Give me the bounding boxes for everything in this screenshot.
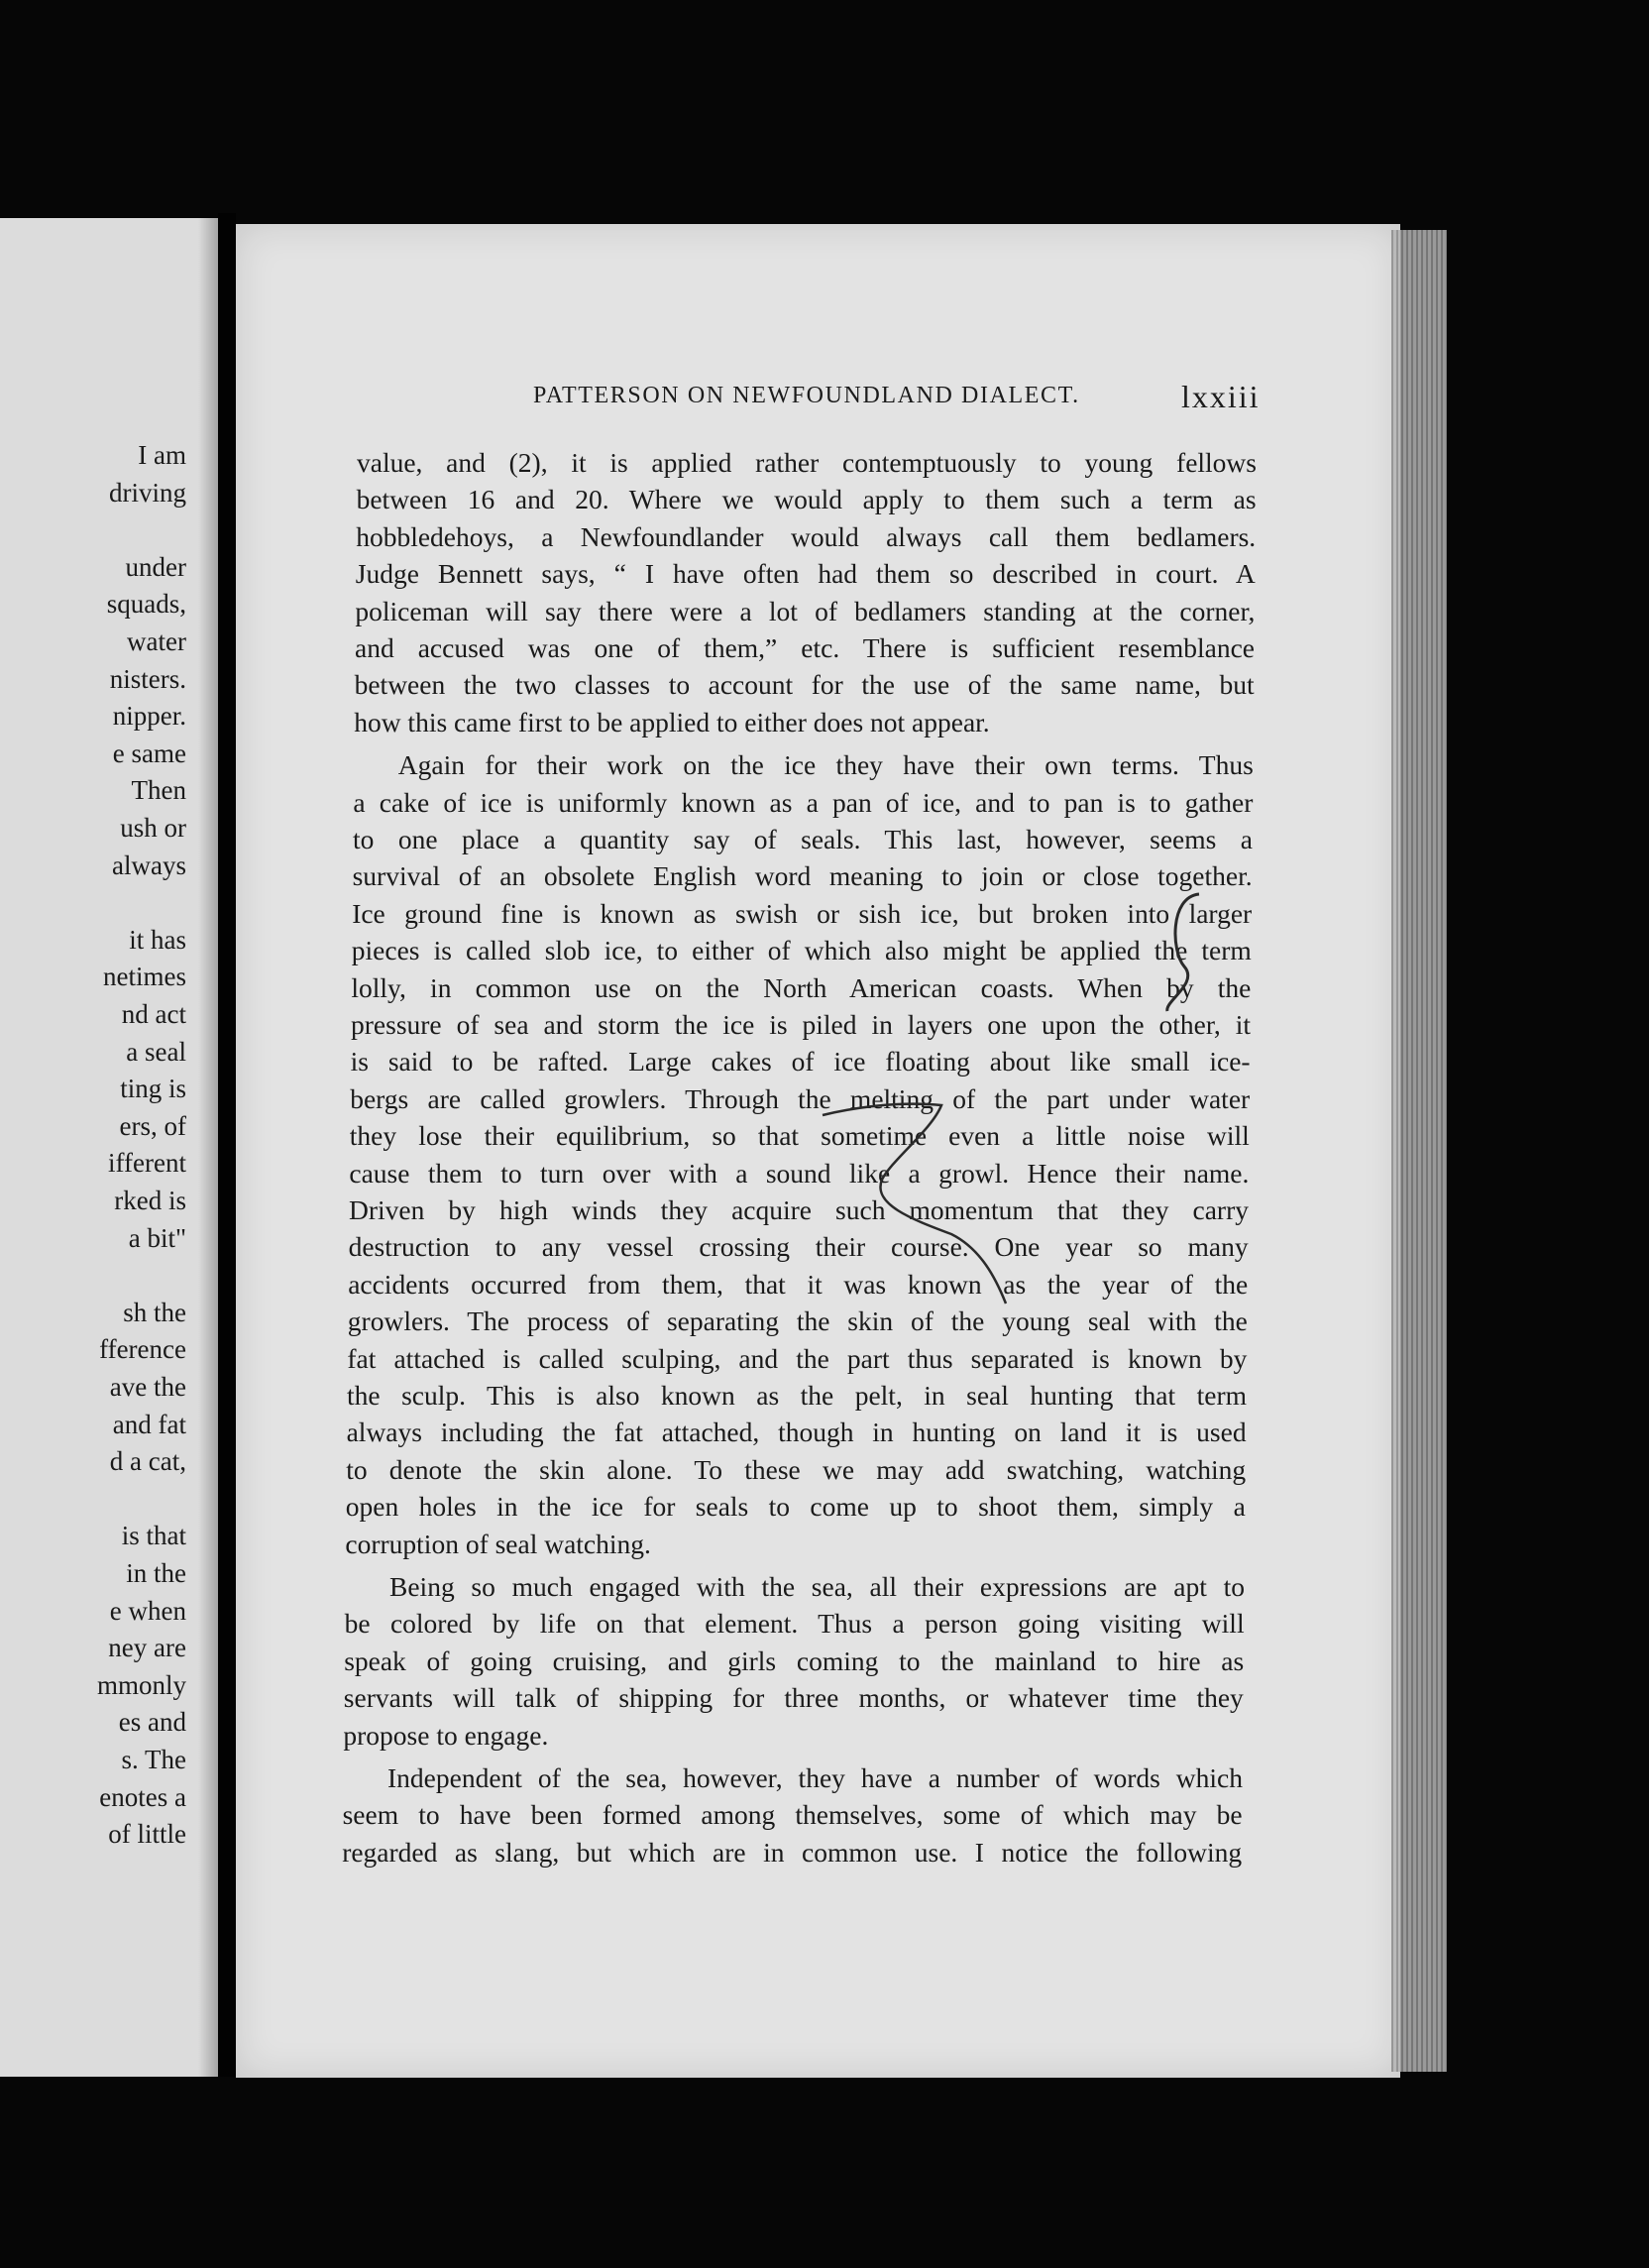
- body-line: value, and (2), it is applied rather contemptuously to young fellows: [357, 447, 1257, 478]
- left-page-line: e same: [112, 737, 186, 768]
- page-edges: [1391, 230, 1447, 2072]
- body-line: destruction to any vessel crossing their course. One year so many: [348, 1231, 1249, 1263]
- body-line: hobbledehoys, a Newfoundlander would always call them bedlamers.: [356, 520, 1257, 552]
- left-page-line: driving: [109, 477, 186, 508]
- body-line: to denote the skin alone. To these we may add swatching, watching: [346, 1453, 1247, 1485]
- left-page-line: squads,: [106, 589, 186, 620]
- left-page-line: rked is: [114, 1186, 186, 1215]
- left-page-line: nd act: [121, 999, 186, 1029]
- body-line: Ice ground fine is known as swish or sish ice, but broken into larger: [352, 897, 1253, 929]
- left-page-line: enotes a: [99, 1781, 186, 1812]
- body-line: and accused was one of them,” etc. There is sufficient resemblance: [355, 632, 1255, 663]
- left-page-line: ave the: [109, 1372, 186, 1402]
- left-page-line: in the: [126, 1558, 186, 1588]
- left-page-line: e when: [109, 1595, 186, 1626]
- body-line: between 16 and 20. Where we would apply to them such a term as: [356, 484, 1257, 515]
- body-line: they lose their equilibrium, so that sometime even a little noise will: [349, 1120, 1250, 1152]
- left-page-line: [0, 883, 186, 921]
- body-line: pieces is called slob ice, to either of which also might be applied the term: [351, 935, 1252, 966]
- left-page-line: under: [125, 551, 186, 582]
- left-page-line: ush or: [120, 813, 186, 843]
- body-line: be colored by life on that element. Thus a person going visiting will: [344, 1608, 1245, 1640]
- left-page-line: ting is: [120, 1074, 186, 1104]
- body-line: open holes in the ice for seals to come up to shoot them, simply a: [345, 1491, 1246, 1523]
- body-line: is said to be rafted. Large cakes of ice floating about like small ice-: [350, 1046, 1251, 1077]
- body-line: bergs are called growlers. Through the melting of the part under water: [350, 1082, 1251, 1114]
- body-line: cause them to turn over with a sound like a growl. Hence their name.: [349, 1157, 1250, 1189]
- left-page-shadow: [198, 218, 218, 2077]
- left-page-line: water: [127, 626, 186, 656]
- left-page-line: s. The: [121, 1745, 186, 1774]
- left-page-line: [0, 1256, 186, 1294]
- body-line: regarded as slang, but which are in common use. I notice the following: [342, 1836, 1243, 1868]
- body-line: lolly, in common use on the North American coasts. When by the: [351, 971, 1252, 1003]
- left-page-line: es and: [118, 1707, 186, 1738]
- body-line: a cake of ice is uniformly known as a pan of ice, and to pan is to gather: [353, 786, 1254, 818]
- left-page-line: nisters.: [109, 663, 186, 694]
- running-title: PATTERSON ON NEWFOUNDLAND DIALECT.: [533, 383, 1080, 408]
- left-page-line: is that: [121, 1521, 186, 1551]
- left-page-line: d a cat,: [109, 1446, 186, 1477]
- left-page-line: mmonly: [96, 1669, 186, 1700]
- left-page-line: always: [112, 850, 186, 880]
- body-line: the sculp. This is also known as the pelt, in seal hunting that term: [347, 1380, 1247, 1411]
- body-line: growlers. The process of separating the skin of the young seal with the: [347, 1305, 1248, 1337]
- left-page-line: ers, of: [119, 1110, 186, 1141]
- left-page-line: nipper.: [112, 701, 186, 732]
- left-page-line: netimes: [103, 962, 186, 992]
- left-page-line: and fat: [112, 1409, 186, 1439]
- body-line: seem to have been formed among themselves, some of which may be: [342, 1799, 1243, 1831]
- body-line: Being so much engaged with the sea, all their expressions are apt to: [389, 1571, 1245, 1602]
- left-page-line: ifferent: [108, 1148, 186, 1179]
- body-line: fat attached is called sculping, and the part thus separated is known by: [347, 1342, 1248, 1374]
- left-page-line: a seal: [126, 1036, 186, 1067]
- body-line: policeman will say there were a lot of bedlamers standing at the corner,: [355, 595, 1256, 626]
- left-page-line: ney are: [108, 1633, 186, 1663]
- body-line: Independent of the sea, however, they have a number of words which: [387, 1762, 1243, 1793]
- page-number: lxxiii: [1181, 379, 1261, 414]
- left-page-line: a bit": [128, 1222, 186, 1253]
- body-line: always including the fat attached, though in hunting on land it is used: [346, 1417, 1247, 1448]
- left-page-line: Then: [131, 775, 186, 806]
- body-line: corruption of seal watching.: [345, 1528, 651, 1559]
- body-line: Driven by high winds they acquire such momentum that they carry: [349, 1194, 1249, 1225]
- body-line: servants will talk of shipping for three months, or whatever time they: [343, 1682, 1244, 1714]
- left-page-line: it has: [129, 924, 186, 955]
- body-line: Judge Bennett says, “ I have often had them so described in court. A: [355, 558, 1256, 590]
- body-line: pressure of sea and storm the ice is piled in layers one upon the other, it: [351, 1009, 1251, 1040]
- left-page-line: [0, 1480, 186, 1518]
- book-gutter: [218, 213, 236, 2077]
- body-line: accidents occurred from them, that it was known as the year of the: [348, 1268, 1249, 1300]
- body-line: propose to engage.: [343, 1719, 549, 1751]
- left-page-line: fference: [99, 1334, 186, 1365]
- body-line: speak of going cruising, and girls coming to the mainland to hire as: [344, 1644, 1245, 1676]
- left-page-line: [0, 510, 186, 548]
- body-line: between the two classes to account for the use of the same name, but: [354, 669, 1255, 701]
- left-page-line: of little: [108, 1819, 186, 1850]
- left-page-line: sh the: [123, 1297, 186, 1327]
- body-line: to one place a quantity say of seals. This last, however, seems a: [353, 824, 1253, 854]
- body-line: how this came first to be applied to either does not appear.: [354, 706, 990, 737]
- left-page-line: I am: [138, 440, 186, 470]
- body-line: survival of an obsolete English word meaning to join or close together.: [352, 860, 1253, 892]
- body-line: Again for their work on the ice they have their own terms. Thus: [397, 749, 1254, 781]
